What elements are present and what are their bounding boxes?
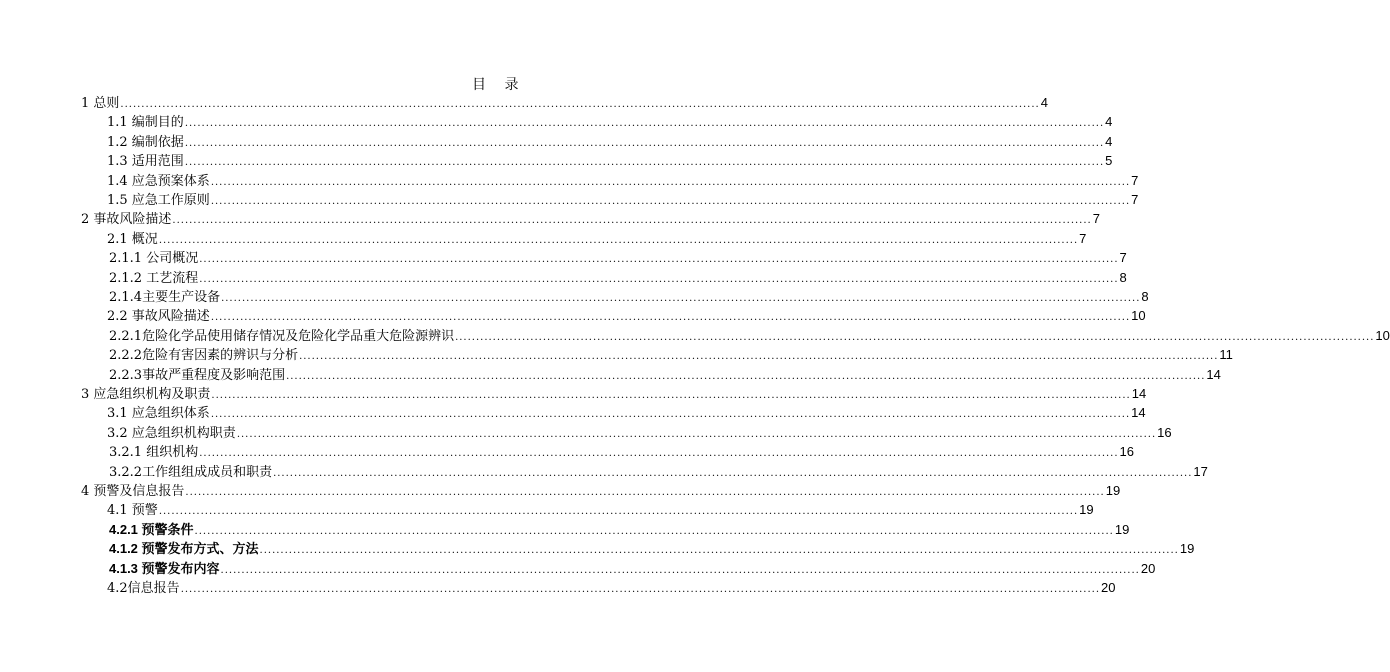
toc-leader-dots: ............................................................................................................................................................................................................................	[184, 118, 1105, 130]
toc-page-number: 19	[1079, 502, 1094, 518]
toc-leader-dots: ............................................................................................................................................................................................................................	[180, 584, 1101, 595]
toc-entry-label: 3.2.2工作组组成成员和职责	[109, 464, 273, 480]
toc-page-number: 14	[1131, 405, 1146, 421]
toc-entry[interactable]	[0, 578, 1116, 597]
toc-page-number: 10	[1131, 308, 1146, 324]
toc-page-number: 4	[1105, 114, 1113, 130]
toc-entry[interactable]	[0, 384, 1147, 403]
toc-entry-label: 2.2.1危险化学品使用储存情况及危险化学品重大危险源辨识	[109, 328, 455, 344]
toc-page-number: 8	[1141, 289, 1149, 304]
toc-entry[interactable]	[0, 306, 1146, 325]
toc-entry-label: 1.5 应急工作原则	[107, 193, 210, 208]
toc-leader-dots: ............................................................................................................................................................................................................................	[158, 506, 1079, 518]
toc-leader-dots: ............................................................................................................................................................................................................................	[184, 157, 1105, 169]
toc-entry[interactable]	[0, 287, 1149, 306]
toc-entry-label: 3.2 应急组织机构职责	[107, 425, 236, 441]
toc-page-number: 7	[1119, 250, 1127, 266]
toc-leader-dots: ............................................................................................................................................................................................................................	[259, 545, 1179, 557]
toc-entry[interactable]	[0, 112, 1113, 131]
toc-leader-dots: ............................................................................................................................................................................................................................	[199, 254, 1119, 266]
toc-entry-label: 1.2 编制依据	[107, 134, 184, 150]
toc-entry[interactable]	[0, 520, 1130, 539]
toc-entry[interactable]	[0, 559, 1156, 578]
toc-page-number: 7	[1131, 172, 1139, 188]
toc-page-number: 4	[1040, 95, 1048, 110]
toc-entry-label: 3.1 应急组织体系	[107, 406, 210, 422]
toc-entry[interactable]	[0, 345, 1233, 364]
toc-page-number: 17	[1193, 463, 1208, 479]
toc-entry-label: 3.2.1 组织机构	[109, 445, 199, 461]
toc-entry-label: 2.1 概况	[107, 231, 158, 247]
toc-entry[interactable]	[0, 171, 1139, 190]
toc-entry[interactable]	[0, 248, 1127, 267]
toc-page-number: 8	[1119, 269, 1127, 285]
toc-entry-label: 2.1.1 公司概况	[109, 251, 199, 267]
toc-entry[interactable]	[0, 93, 1048, 112]
toc-leader-dots: ............................................................................................................................................................................................................................	[158, 234, 1079, 246]
toc-page-number: 11	[1219, 347, 1233, 363]
toc-leader-dots: ............................................................................................................................................................................................................................	[184, 137, 1105, 149]
toc-page-number: 7	[1092, 211, 1100, 227]
toc-leader-dots: ............................................................................................................................................................................................................................	[194, 525, 1114, 537]
toc-leader-dots: ............................................................................................................................................................................................................................	[455, 331, 1375, 343]
toc-entry[interactable]	[0, 539, 1195, 558]
toc-entry[interactable]	[0, 403, 1146, 422]
toc-entry-label: 2 事故风险描述	[81, 212, 172, 228]
toc-leader-dots: ............................................................................................................................................................................................................................	[185, 487, 1105, 498]
toc-page-number: 19	[1105, 483, 1121, 498]
toc-leader-dots: ............................................................................................................................................................................................................................	[210, 196, 1131, 207]
toc-page-number: 19	[1179, 541, 1195, 557]
toc-page-number: 14	[1131, 386, 1147, 401]
toc-page-number: 20	[1140, 560, 1156, 576]
toc-leader-dots: ............................................................................................................................................................................................................................	[273, 467, 1193, 479]
toc-leader-dots: ............................................................................................................................................................................................................................	[210, 409, 1131, 421]
toc-entry[interactable]	[0, 151, 1113, 170]
toc-entry-label: 2.2.2危险有害因素的辨识与分析	[109, 348, 299, 364]
toc-entry[interactable]	[0, 481, 1121, 500]
toc-page-number: 7	[1079, 230, 1087, 246]
toc-entry-label: 4.2.1 预警条件	[109, 521, 194, 537]
toc-leader-dots: ............................................................................................................................................................................................................................	[199, 273, 1119, 285]
toc-leader-dots: ............................................................................................................................................................................................................................	[299, 351, 1219, 363]
toc-entry[interactable]	[0, 423, 1172, 442]
toc-entry[interactable]	[0, 365, 1221, 384]
toc-entry-label: 1.3 适用范围	[107, 154, 184, 170]
toc-entry-label: 2.2.3事故严重程度及影响范围	[109, 367, 286, 383]
toc-entry-label: 4.1 预警	[107, 503, 158, 519]
toc-title: 目 录	[472, 77, 521, 93]
toc-page-number: 20	[1101, 580, 1116, 595]
toc-leader-dots: ............................................................................................................................................................................................................................	[199, 448, 1119, 460]
toc-entry-label: 3 应急组织机构及职责	[81, 387, 211, 402]
toc-page-number: 14	[1206, 366, 1221, 382]
toc-leader-dots: ............................................................................................................................................................................................................................	[286, 370, 1206, 382]
toc-entry[interactable]	[0, 268, 1127, 287]
toc-entry-label: 4.2信息报告	[107, 581, 180, 596]
toc-page-number: 16	[1157, 424, 1172, 440]
toc-leader-dots: ............................................................................................................................................................................................................................	[120, 99, 1040, 110]
toc-leader-dots: ............................................................................................................................................................................................................................	[210, 312, 1131, 324]
toc-leader-dots: ............................................................................................................................................................................................................................	[172, 215, 1092, 227]
toc-leader-dots: ............................................................................................................................................................................................................................	[210, 176, 1131, 188]
toc-leader-dots: ............................................................................................................................................................................................................................	[236, 428, 1157, 440]
toc-entry[interactable]	[0, 190, 1139, 209]
toc-entry-label: 1.4 应急预案体系	[107, 173, 210, 189]
toc-entry-label: 2.1.2 工艺流程	[109, 270, 199, 286]
toc-page-number: 4	[1105, 133, 1113, 149]
toc-leader-dots: ............................................................................................................................................................................................................................	[220, 564, 1140, 576]
toc-page-number: 7	[1131, 192, 1139, 207]
toc-leader-dots: ............................................................................................................................................................................................................................	[221, 293, 1141, 304]
toc-entry-label: 2.2 事故风险描述	[107, 309, 210, 325]
toc-entry-label: 4 预警及信息报告	[81, 484, 185, 499]
toc-entry[interactable]	[0, 500, 1094, 519]
toc-entry-label: 1 总则	[81, 96, 120, 111]
toc-page-number: 10	[1375, 327, 1390, 343]
toc-entry-label: 1.1 编制目的	[107, 115, 184, 131]
toc-entry[interactable]	[0, 229, 1087, 248]
toc-page-number: 5	[1105, 153, 1113, 169]
toc-entry[interactable]	[0, 326, 1390, 345]
toc-leader-dots: ............................................................................................................................................................................................................................	[211, 390, 1131, 401]
toc-page-number: 16	[1119, 444, 1135, 460]
toc-page-number: 19	[1114, 521, 1130, 537]
toc-entry[interactable]	[0, 132, 1113, 151]
toc-entry[interactable]	[0, 462, 1208, 481]
toc-entry[interactable]	[0, 209, 1100, 228]
toc-entry-label: 4.1.3 预警发布内容	[109, 560, 220, 576]
toc-entry-label: 4.1.2 预警发布方式、方法	[109, 541, 259, 557]
toc-entry-label: 2.1.4主要生产设备	[109, 290, 221, 305]
toc-entry[interactable]	[0, 442, 1135, 461]
